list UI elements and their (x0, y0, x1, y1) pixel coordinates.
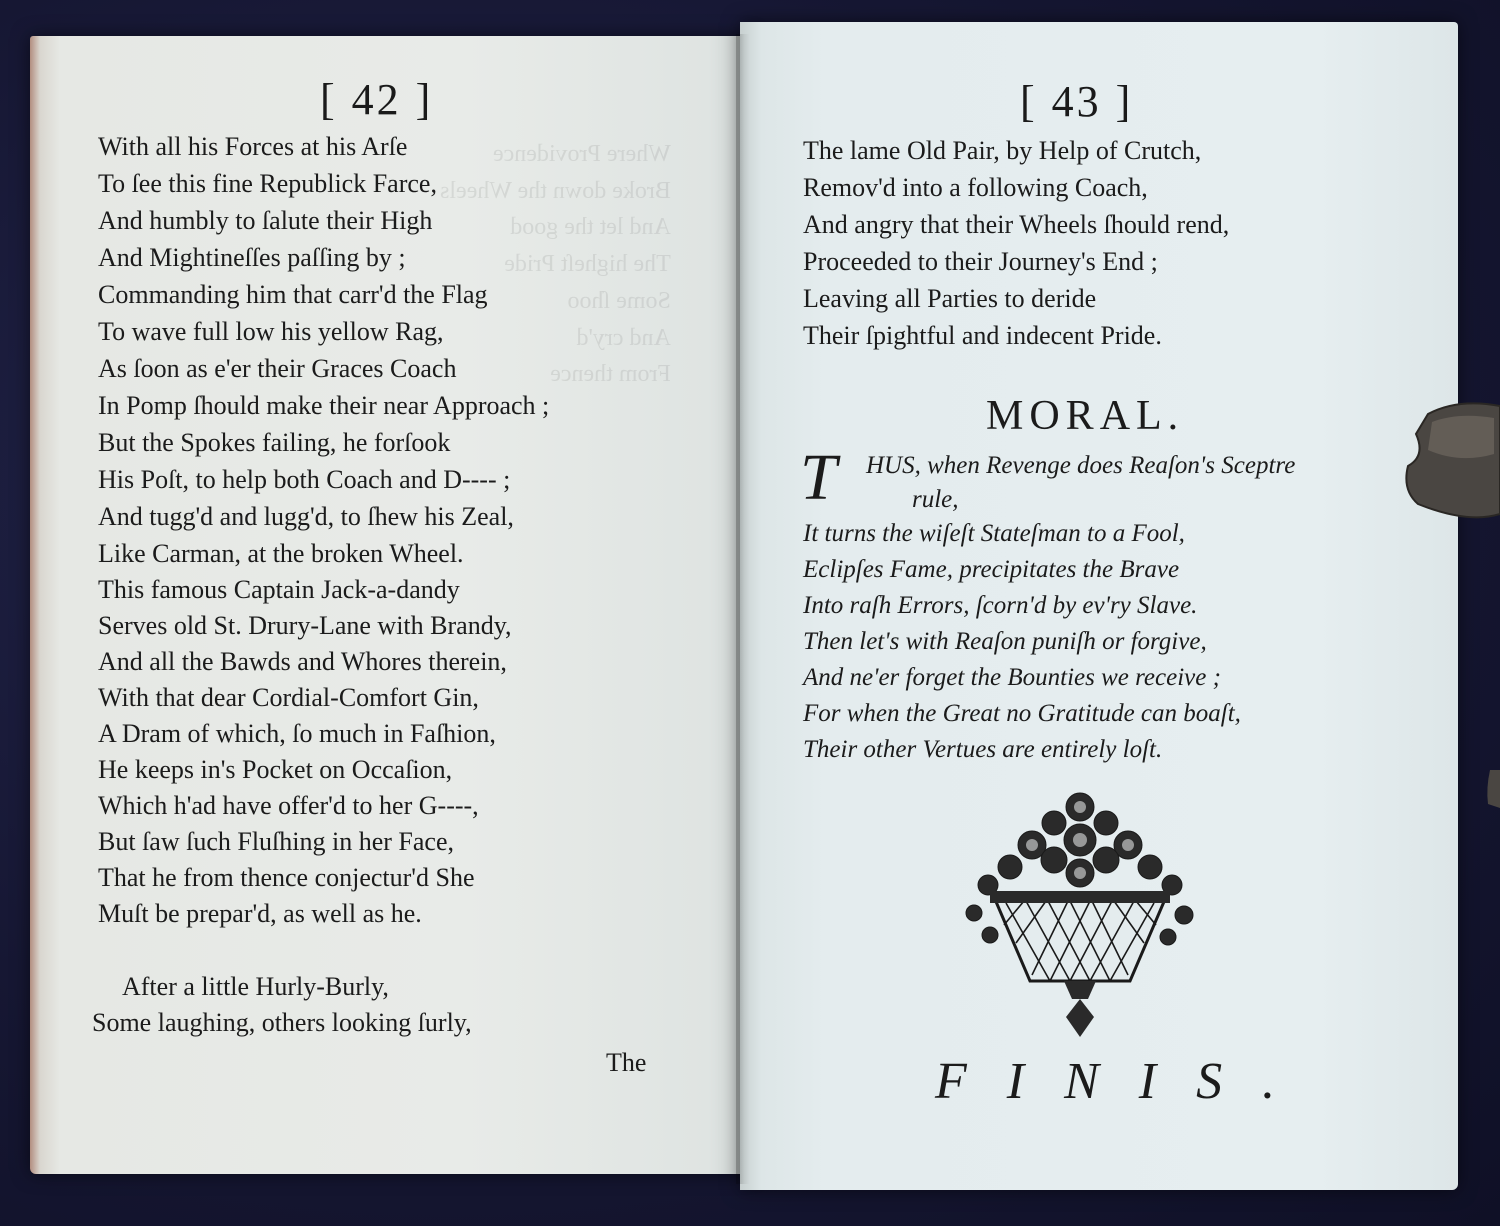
verse-line: Leaving all Parties to deride (803, 284, 1097, 313)
verse-line: Remov'd into a following Coach, (803, 173, 1148, 202)
page-number-right: [ 43 ] (1020, 77, 1134, 126)
verse-line: And angry that their Wheels ſhould rend, (803, 210, 1230, 239)
verse-line: Like Carman, at the broken Wheel. (98, 539, 464, 568)
moral-line: And ne'er forget the Bounties we receive ; (803, 664, 1221, 691)
verse-line: A Dram of which, ſo much in Faſhion, (98, 719, 496, 748)
verse-line: And tugg'd and lugg'd, to ſhew his Zeal, (98, 502, 514, 531)
verse-line: His Poſt, to help both Coach and D---- ; (98, 465, 511, 494)
verse-line: The lame Old Pair, by Help of Crutch, (803, 136, 1202, 165)
verse-line: In Pomp ſhould make their near Approach ; (98, 391, 550, 420)
show-through-text: Where Providence Broke down the Wheels And let the good The higheſt Pride Some ſhoo And cry'd From thence (440, 141, 671, 388)
verse-line: But ſaw ſuch Fluſhing in her Face, (98, 827, 455, 856)
book-gutter (736, 34, 750, 1184)
finis-text: FINIS. (935, 1053, 1316, 1110)
moral-line: Then let's with Reaſon puniſh or forgive, (803, 628, 1207, 655)
verse-line: To ſee this fine Republick Farce, (98, 169, 437, 198)
verse-line: With all his Forces at his Arſe (98, 132, 408, 161)
verse-line: Their ſpightful and indecent Pride. (803, 321, 1162, 350)
catchword: The (606, 1048, 647, 1077)
verse-line: And Mightineſſes paſſing by ; (98, 243, 406, 272)
verse-line: He keeps in's Pocket on Occaſion, (98, 755, 453, 784)
moral-line: HUS, when Revenge does Reaſon's Sceptre (866, 452, 1296, 479)
metal-clasp-lower (1486, 770, 1500, 808)
verse-line: And all the Bawds and Whores therein, (98, 647, 507, 676)
verse-line: With that dear Cordial-Comfort Gin, (98, 683, 479, 712)
page-number-left: [ 42 ] (320, 75, 434, 124)
verse-line: Which h'ad have offer'd to her G----, (98, 791, 479, 820)
verse-line: Muſt be prepar'd, as well as he. (98, 899, 422, 928)
moral-line: rule, (912, 486, 959, 513)
flower-basket-ornament (954, 785, 1206, 1040)
verse-line: After a little Hurly-Burly, (122, 972, 389, 1001)
verse-line: This famous Captain Jack-a-dandy (98, 575, 460, 604)
moral-line: Eclipſes Fame, precipitates the Brave (803, 556, 1180, 583)
verse-line: But the Spokes failing, he forſook (98, 428, 451, 457)
verse-line: That he from thence conjectur'd She (98, 863, 475, 892)
drop-cap: T (800, 441, 837, 514)
verse-line: Proceeded to their Journey's End ; (803, 247, 1158, 276)
moral-line: For when the Great no Gratitude can boaſt, (803, 700, 1241, 727)
moral-line: It turns the wiſeſt Stateſman to a Fool, (803, 520, 1185, 547)
verse-line: And humbly to ſalute their High (98, 206, 433, 235)
metal-clasp (1398, 394, 1500, 534)
moral-line: Into raſh Errors, ſcorn'd by ev'ry Slave. (803, 592, 1198, 619)
verse-line: As ſoon as e'er their Graces Coach (98, 354, 457, 383)
verse-line: Commanding him that carr'd the Flag (98, 280, 488, 309)
moral-line: Their other Vertues are entirely loſt. (803, 736, 1163, 763)
verse-line: Some laughing, others looking ſurly, (92, 1008, 472, 1037)
verse-line: To wave full low his yellow Rag, (98, 317, 444, 346)
verse-line: Serves old St. Drury-Lane with Brandy, (98, 611, 512, 640)
moral-heading: MORAL. (986, 393, 1185, 439)
